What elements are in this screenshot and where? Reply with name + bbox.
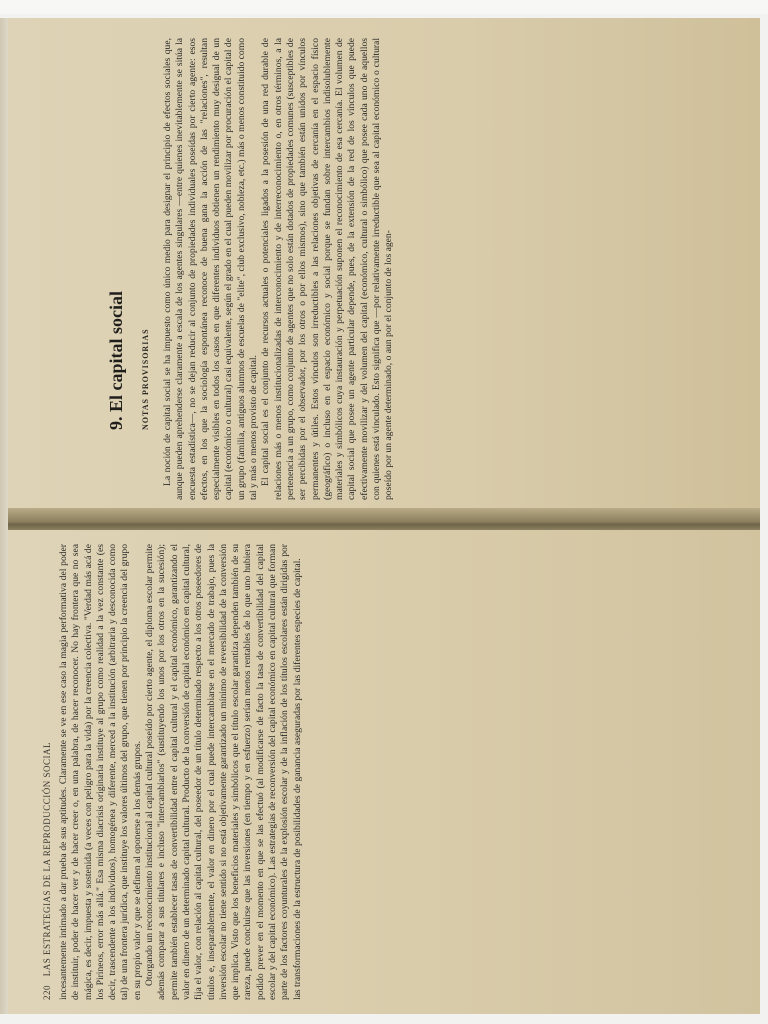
- paragraph: El capital social es el conjunto de recursos actuales o potenciales ligados a la posesión de una red durable de relaciones más o menos institucionalizadas de interconocimiento y de interreconocimiento o, en otros términos, a la pertenencia a un grupo, como conjunto de agentes que no solo están dotados de propiedades comunes (susceptibles de ser percibidas por el observador, por los otros o por ellos mismos), sino que también están unidos por vínculos permanentes y útiles. Estos vínculos son irreductibles a las relaciones objetivas de cercanía en el espacio físico (geográfico) o incluso en el espacio económico y social porque se fundan sobre intercambios indisolublemente materiales y simbólicos cuya instauración y perpetuación suponen el reconocimiento de esa cercanía. El volumen de capital social que posee un agente particular depende, pues, de la extensión de la red de los vínculos que puede efectivamente movilizar y del volumen del capital (económico, cultural o simbólico) que posee cada uno de aquellos con quienes está vinculado. Esto significa que —por relativamente irreductible que sea al capital económico o cultural poseído por un agente determinado, o aun por el conjunto de los agen-: [260, 38, 395, 500]
- page-number: 220: [42, 985, 52, 1000]
- right-body-text: [162, 38, 396, 500]
- scan-background: [0, 0, 768, 14]
- left-body-text: [58, 544, 304, 1000]
- paragraph: La noción de capital social se ha impuesto como único medio para designar el principio de efectos sociales que, aunque pueden aprehenderse claramente a escala de los agentes singulares —entre quienes inevitablemente se sitúa la encuesta estadística—, no se dejan reducir al conjunto de propiedades individuales poseídas por cierto agente: esos efectos, en los que la sociología espontánea reconoce de buena gana la acción de las "relaciones", resultan especialmente visibles en todos los casos en que diferentes individuos obtienen un rendimiento muy desigual de un capital (económico o cultural) casi equivalente, según el grado en el cual pueden movilizar por procuración el capital de un grupo (familia, antiguos alumnos de escuelas de "elite", club exclusivo, nobleza, etc.) más o menos constituido como tal y más o menos provisto de capital.: [162, 38, 260, 500]
- paragraph: incesantemente intimado a dar prueba de sus aptitudes. Claramente se ve en ese caso la magia performativa del poder de instituir, poder de hacer ver y de hacer creer o, en una palabra, de hacer reconocer. No hay frontera que no sea mágica, es decir, impuesta y sostenida (a veces con peligro para la vida) por la creencia colectiva. "Verdad más acá de los Pirineos, error más allá." Esa misma diacrisis originaria instituye al grupo como realidad a la vez constante (es decir, trascendente a los individuos), homogénea y diferente, merced a la institución (arbitraria y desconocida como tal) de una frontera jurídica, que instituye los valores últimos del grupo, que tienen por principio la creencia del grupo en su propio valor y que se definen al oponerse a los demás grupos.: [58, 544, 143, 1000]
- running-head: [42, 544, 52, 1000]
- paragraph: Otorgando un reconocimiento institucional al capital cultural poseído por cierto agente, el diploma escolar permite además comparar a sus titulares e incluso "intercambiarlos" (sustituyendo los unos por los otros en la sucesión); permite también establecer tasas de convertibilidad entre el capital cultural y el capital económico, garantizando el valor en dinero de un determinado capital cultural. Producto de la conversión de capital económico en capital cultural, fija el valor, con relación al capital cultural, del poseedor de un título determinado respecto a los otros poseedores de títulos e, inseparablemente, el valor en dinero por el cual puede intercambiarse en el mercado de trabajo, pues la inversión escolar no tiene sentido si no está objetivamente garantizado un mínimo de reversibilidad de la conversión que implica. Visto que los beneficios materiales y simbólicos que el título escolar garantiza dependen también de su rareza, puede concluirse que las inversiones (en tiempo y en esfuerzo) serían menos rentables de lo que uno hubiera podido prever en el momento en que se las efectuó (al modificarse de facto la tasa de convertibilidad del capital escolar y del capital económico). Las estrategias de reconversión del capital económico en capital cultural que forman parte de los factores coyunturales de la explosión escolar y de la inflación de los títulos escolares están dirigidas por las transformaciones de la estructura de posibilidades de ganancia aseguradas por las diferentes especies de capital.: [144, 544, 303, 1000]
- right-page-content: [80, 38, 550, 500]
- section-heading: NOTAS PROVISORIAS: [141, 328, 150, 430]
- chapter-title: 9. El capital social: [106, 291, 126, 430]
- left-page-content: [42, 544, 342, 1000]
- running-head-title: LAS ESTRATEGIAS DE LA REPRODUCCIÓN SOCIAL: [42, 741, 52, 977]
